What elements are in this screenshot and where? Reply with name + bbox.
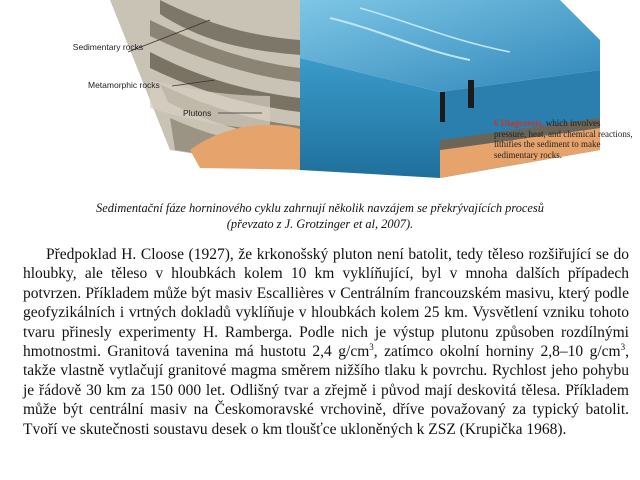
paragraph-text-b: , zatímco okolní horniny 2,8–10 g/cm — [373, 343, 621, 361]
diagenesis-text: which involves pressure, heat, and chemical reactions, lithifies the sediment to make sedimentary rocks. — [494, 118, 633, 160]
paragraph-text-a: Předpoklad H. Cloose (1927), že krkonošský pluton není batolit, tedy těleso rozšiřující se do hloubky, ale těleso v hloubkách kolem 10 km vyklíňující, byl v mnoha dalších případech potvrzen. Příkladem může být masiv Escallières v Centrálním francouzském masivu, který podle geofyzikálních i vrtných dokladů vyklíňuje v hloubkách kolem 25 km. Vysvětlení vzniku tohoto tvaru přinesly experimenty H. Ramberga. Podle nich je výstup plutonu způsoben rozdílnými hmotnostmi. Granitová tavenina má hustotu 2,4 g/cm — [23, 246, 629, 361]
superscript-1: 3 — [369, 341, 374, 352]
diagenesis-annotation — [494, 118, 634, 160]
core-marker-lower — [440, 92, 445, 122]
label-metamorphic-rocks: Metamorphic rocks — [88, 80, 160, 90]
diagenesis-title: Diagenesis, — [500, 118, 544, 128]
body-text — [23, 245, 629, 439]
label-plutons: Plutons — [183, 108, 212, 118]
caption-line-1: Sedimentační fáze horninového cyklu zahrnují několik navzájem se překrývajících procesů — [96, 201, 544, 215]
superscript-2: 3 — [620, 341, 626, 352]
core-marker-upper — [468, 80, 474, 108]
block-diagram-figure — [0, 0, 640, 196]
paragraph-text-c: , takže vlastně vytlačují granitové magma směrem nižšího tlaku k povrchu. Rychlost jeho pohybu je řádově 30 km za 150 000 let. Odlišný tvar a zřejmě i původ mají deskovitá tělesa. Příkladem může být centrální masiv na Českomoravské vrchovině, dříve považovaný za typický batolit. Tvoří ve skutečnosti soustavu desek o km tloušťce ukloněných k ZSZ (Krupička 1968). — [23, 343, 629, 438]
figure-caption — [0, 200, 640, 232]
block-diagram — [0, 0, 640, 196]
diagenesis-number: 6 — [494, 118, 499, 128]
caption-line-2: (převzato z J. Grotzinger et al, 2007). — [226, 217, 414, 231]
label-sedimentary-rocks: Sedimentary rocks — [72, 42, 144, 52]
paragraph — [23, 245, 629, 439]
